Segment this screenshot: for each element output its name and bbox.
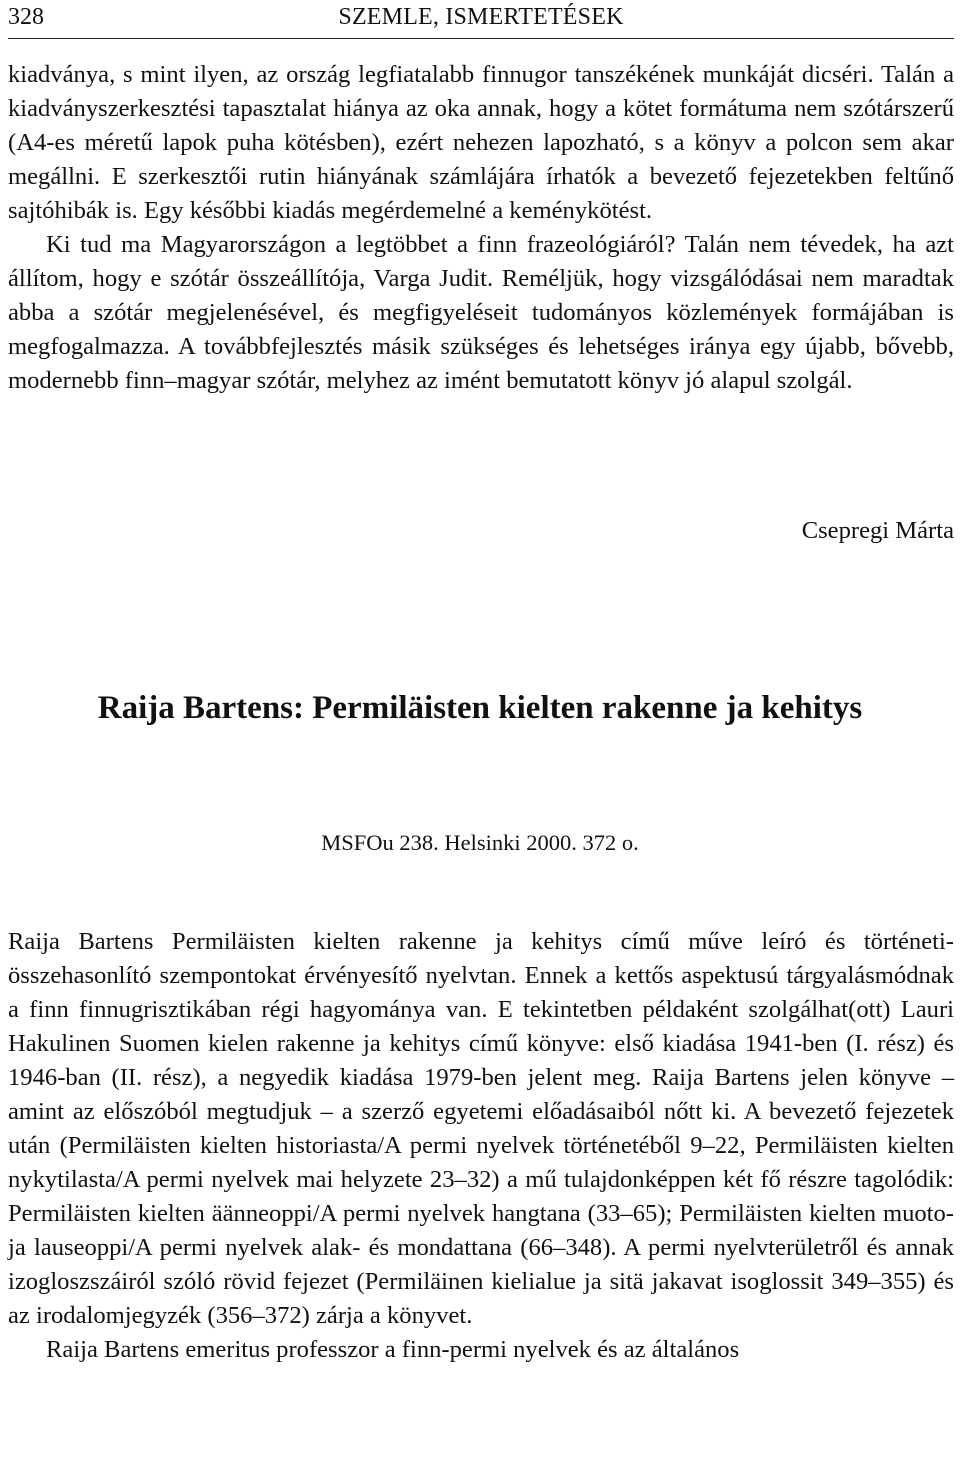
paragraph: Ki tud ma Magyarországon a legtöbbet a finn frazeológiáról? Talán nem tévedek, ha azt állítom, hogy e szótár összeállítója, Varga Judit. Reméljük, hogy vizsgálódásai nem maradtak abba a szótár megjelenésével, és megfigyeléseit tudományos közlemények formájában is megfogalmazza. A továbbfejlesztés másik szükséges és lehetséges iránya egy újabb, bővebb, modernebb finn–magyar szótár, melyhez az imént bemutatott könyv jó alapul szolgál.: [8, 231, 954, 394]
paragraph: Raija Bartens Permiläisten kielten rakenne ja kehitys című műve leíró és történeti-összehasonlító szempontokat érvényesítő nyelvtan. Ennek a kettős aspektusú tárgyalásmódnak a finn finnugrisztikában régi hagyománya van. E tekintetben példaként szolgálhat(ott) Lauri Hakulinen Suomen kielen rakenne ja kehitys című könyve: első kiadása 1941-ben (I. rész) és 1946-ban (II. rész), a negyedik kiadása 1979-ben jelent meg. Raija Bartens jelen könyve – amint az előszóból megtudjuk – a szerző egyetemi előadásaiból nőtt ki. A bevezető fejezetek után (Permiläisten kielten historiasta/A permi nyelvek történetéből 9–22, Permiläisten kielten nykytilasta/A permi nyelvek mai helyzete 23–32) a mű tulajdonképpen két fő részre tagolódik: Permiläisten kielten äänneoppi/A permi nyelvek hangtana (33–65); Permiläisten kielten muoto- ja lauseoppi/A permi nyelvek alak- és mondattana (66–348). A permi nyelvterületről és annak izogloszszáiról szóló rövid fejezet (Permiläinen kielialue ja sitä jakavat isoglossit 349–355) és az irodalomjegyzék (356–372) zárja a könyvet.: [8, 928, 954, 1329]
bibliographic-info: MSFOu 238. Helsinki 2000. 372 o.: [321, 830, 639, 855]
review-title: Raija Bartens: Permiläisten kielten rakenne ja kehitys: [97, 690, 863, 726]
author-signature: Csepregi Márta: [801, 517, 954, 544]
review-body-text: [8, 925, 954, 1367]
running-title: SZEMLE, ISMERTETÉSEK: [338, 4, 624, 30]
paragraph: kiadványa, s mint ilyen, az ország legfiatalabb finnugor tanszékének munkáját dicséri. Talán a kiadványszerkesztési tapasztalat hiánya az oka annak, hogy a kötet formátuma nem szótárszerű (A4-es méretű lapok puha kötésben), ezért nehezen lapozható, s a könyv a polcon sem akar megállni. E szerkesztői rutin hiányának számlájára írhatók a bevezető fejezetekben feltűnő sajtóhibák is. Egy későbbi kiadás megérdemelné a keménykötést.: [8, 61, 954, 224]
previous-review-text: [8, 58, 954, 398]
page-number: 328: [8, 4, 44, 30]
page-header: [8, 0, 954, 39]
paragraph: Raija Bartens emeritus professzor a finn-permi nyelvek és az általános: [46, 1336, 740, 1363]
